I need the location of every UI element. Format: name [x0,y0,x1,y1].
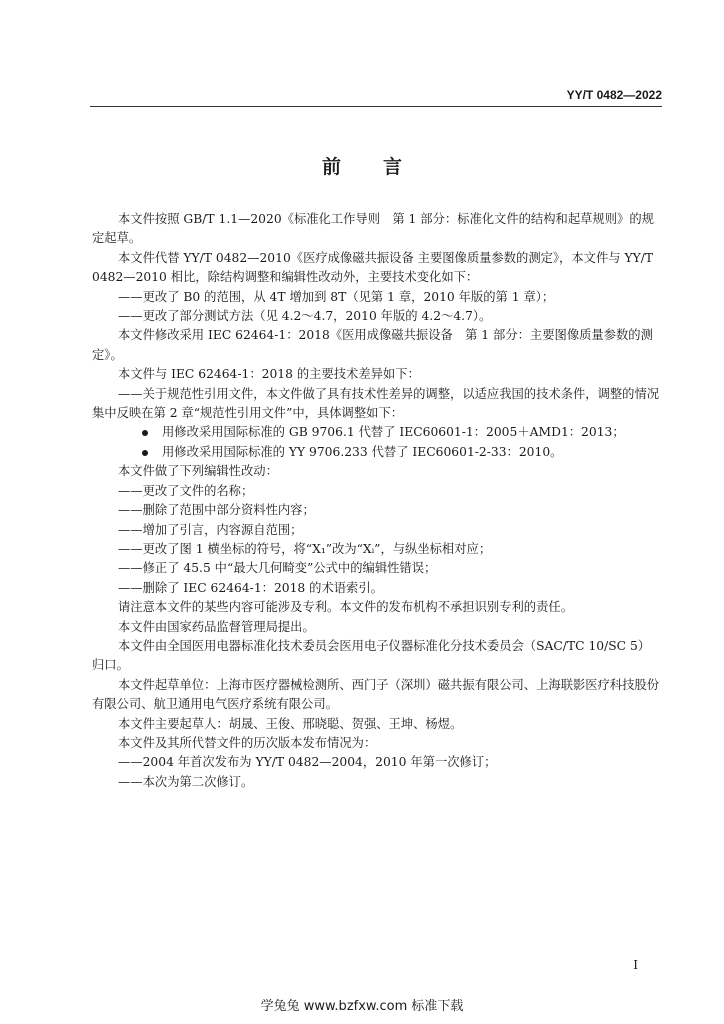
header-rule [90,106,662,107]
bullet-icon [142,450,148,456]
list-item: ——2004 年首次发布为 YY/T 0482—2004，2010 年第一次修订； [118,755,497,770]
paragraph-editorial-changes: 本文件做了下列编辑性改动： [118,464,278,479]
list-item: ——更改了部分测试方法（见 4.2～4.7，2010 年版的 4.2～4.7）。 [118,309,492,324]
paragraph-drafting-rules: 本文件按照 GB/T 1.1—2020《标准化工作导则 第 1 部分：标准化文件的结构和起草规则》的规定起草。 [92,212,654,246]
page-number: I [633,958,638,972]
paragraph-proposer: 本文件由国家药品监督管理局提出。 [118,619,315,634]
list-item: ——删除了 IEC 62464-1：2018 的术语索引。 [118,580,383,595]
list-item: ——删除了范围中部分资料性内容； [118,503,315,518]
paragraph-drafters: 本文件主要起草人：胡晟、王俊、邢晓聪、贺强、王坤、杨煜。 [118,716,463,731]
paragraph-technical-differences: 本文件与 IEC 62464-1：2018 的主要技术差异如下： [118,367,420,382]
bullet-text: 用修改采用国际标准的 GB 9706.1 代替了 IEC60601-1：2005＋AMD1：2013； [162,425,625,440]
paragraph-drafting-units: 本文件起草单位：上海市医疗器械检测所、西门子（深圳）磁共振有限公司、上海联影医疗科技股份有限公司、航卫通用电气医疗系统有限公司。 [92,677,660,712]
list-item: ——本次为第二次修订。 [118,774,254,789]
paragraph-iec-adoption: 本文件修改采用 IEC 62464-1：2018《医用成像磁共振设备 第 1 部分：主要图像质量参数的测定》。 [92,328,653,362]
paragraph-committee: 本文件由全国医用电器标准化技术委员会医用电子仪器标准化分技术委员会（SAC/TC 10/SC 5）归口。 [92,638,651,673]
bullet-text: 用修改采用国际标准的 YY 9706.233 代替了 IEC60601-2-33：2010。 [162,444,563,459]
standard-code: YY/T 0482—2022 [566,88,662,102]
page-title: 前言 [321,156,444,178]
list-item: ——更改了文件的名称； [118,483,254,498]
bullet-item [92,443,662,462]
list-item: ——增加了引言，内容源自范围； [118,522,303,537]
paragraph-replacement: 本文件代替 YY/T 0482—2010《医疗成像磁共振设备 主要图像质量参数的测定》，本文件与 YY/T 0482—2010 相比，除结构调整和编辑性改动外，主要技术变化如下： [92,250,654,285]
document-body [92,210,662,792]
list-item: ——更改了 B0 的范围，从 4T 增加到 8T（见第 1 章，2010 年版的第 1 章）； [118,289,555,304]
list-item: ——关于规范性引用文件，本文件做了具有技术性差异的调整，以适应我国的技术条件，调整的情况集中反映在第 2 章“规范性引用文件”中，具体调整如下： [92,386,660,421]
list-item: ——修正了 45.5 中“最大几何畸变”公式中的编辑性错误； [118,561,437,576]
paragraph-patent-notice: 请注意本文件的某些内容可能涉及专利。本文件的发布机构不承担识别专利的责任。 [118,600,573,615]
list-item: ——更改了图 1 横坐标的符号，将“X₁”改为“Xᵢ”，与纵坐标相对应； [118,541,492,556]
bullet-item [92,423,662,442]
paragraph-version-history: 本文件及其所代替文件的历次版本发布情况为： [118,735,377,750]
footer-watermark: 学兔兔 www.bzfxw.com 标准下载 [260,999,464,1014]
